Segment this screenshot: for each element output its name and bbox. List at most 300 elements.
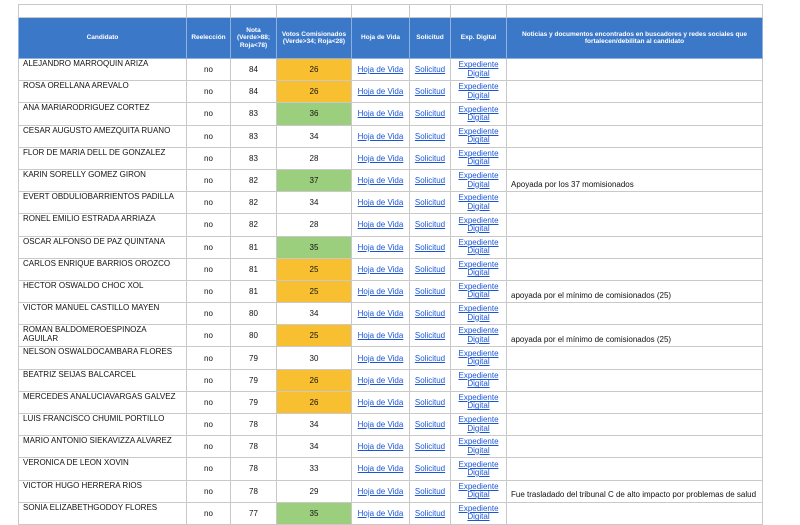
nota-cell: 78 [231,480,277,502]
table-row [19,414,763,436]
solicitud-cell [410,369,451,391]
expediente-line2: Digital [467,423,490,433]
expediente-line2: Digital [467,290,490,300]
noticias-cell [507,125,763,147]
expediente-digital-link[interactable] [458,239,498,256]
hoja-de-vida-link[interactable]: Hoja de Vida [357,331,404,341]
expediente-digital-link[interactable] [458,194,498,211]
solicitud-cell [410,280,451,302]
table-row [19,81,763,103]
table-row [19,325,763,347]
solicitud-cell [410,414,451,436]
exp-digital-cell [451,214,507,236]
noticias-cell [507,502,763,524]
nota-cell: 78 [231,436,277,458]
hoja-de-vida-cell [352,347,410,369]
solicitud-link[interactable]: Solicitud [414,508,446,518]
hoja-de-vida-cell [352,480,410,502]
nota-cell: 83 [231,103,277,125]
nota-cell: 84 [231,59,277,81]
candidate-name: VERONICA DE LEON XOVIN [19,458,187,480]
hoja-de-vida-link[interactable]: Hoja de Vida [357,109,404,119]
solicitud-cell [410,103,451,125]
noticias-cell: Apoyada por los 37 momisionados [507,169,763,191]
noticias-cell [507,214,763,236]
header-votos: Votos Comisionados (Verde>34; Roja<28) [277,18,352,59]
noticias-cell: Fue trasladado del tribunal C de alto impacto por problemas de salud [507,480,763,502]
expediente-line2: Digital [467,112,490,122]
expediente-digital-link[interactable] [458,283,498,300]
votos-cell: 34 [277,414,352,436]
exp-digital-cell [451,147,507,169]
solicitud-cell [410,81,451,103]
header-nota: Nota (Verde>88; Roja<78) [231,18,277,59]
candidate-name: HECTOR OSWALDO CHOC XOL [19,280,187,302]
noticias-cell [507,414,763,436]
reeleccion-cell: no [187,458,231,480]
hoja-de-vida-cell [352,325,410,347]
expediente-line2: Digital [467,357,490,367]
exp-digital-cell [451,103,507,125]
hoja-de-vida-link[interactable]: Hoja de Vida [357,131,404,141]
hoja-de-vida-link[interactable]: Hoja de Vida [357,442,404,452]
solicitud-cell [410,325,451,347]
table-row [19,391,763,413]
votos-cell: 25 [277,325,352,347]
exp-digital-cell [451,480,507,502]
solicitud-link[interactable]: Solicitud [414,109,446,119]
reeleccion-cell: no [187,502,231,524]
hoja-de-vida-link[interactable]: Hoja de Vida [357,176,404,186]
expediente-line2: Digital [467,135,490,145]
hoja-de-vida-cell [352,303,410,325]
table-row [19,125,763,147]
solicitud-link[interactable]: Solicitud [414,286,446,296]
expediente-line1: Expediente [458,259,499,269]
votos-cell: 34 [277,303,352,325]
votos-cell: 28 [277,214,352,236]
solicitud-cell [410,347,451,369]
exp-digital-cell [451,169,507,191]
reeleccion-cell: no [187,414,231,436]
candidate-name: VICTOR HUGO HERRERA RIOS [19,480,187,502]
table-row [19,280,763,302]
hoja-de-vida-cell [352,81,410,103]
noticias-cell [507,458,763,480]
hoja-de-vida-link[interactable]: Hoja de Vida [357,397,404,407]
expediente-line2: Digital [467,467,490,477]
noticias-cell [507,436,763,458]
noticias-cell [507,236,763,258]
noticias-cell [507,59,763,81]
hoja-de-vida-cell [352,103,410,125]
expediente-digital-link[interactable] [458,461,498,478]
hoja-de-vida-link[interactable]: Hoja de Vida [357,264,404,274]
table-row [19,502,763,524]
expediente-line1: Expediente [458,237,499,247]
table-row [19,369,763,391]
hoja-de-vida-cell [352,391,410,413]
hoja-de-vida-link[interactable]: Hoja de Vida [357,220,404,230]
table-row [19,147,763,169]
expediente-line1: Expediente [458,148,499,158]
table-row [19,258,763,280]
expediente-line2: Digital [467,334,490,344]
hoja-de-vida-link[interactable]: Hoja de Vida [357,87,404,97]
exp-digital-cell [451,369,507,391]
exp-digital-cell [451,258,507,280]
expediente-line1: Expediente [458,60,499,70]
noticias-cell: apoyada por el mínimo de comisionados (25) [507,325,763,347]
candidate-name: ROMAN BALDOMEROESPINOZA AGUILAR [19,325,187,347]
solicitud-cell [410,125,451,147]
exp-digital-cell [451,347,507,369]
exp-digital-cell [451,192,507,214]
expediente-line1: Expediente [458,481,499,491]
expediente-line1: Expediente [458,415,499,425]
solicitud-link[interactable]: Solicitud [414,309,446,319]
hoja-de-vida-link[interactable]: Hoja de Vida [357,65,404,75]
noticias-cell: apoyada por el mínimo de comisionados (25) [507,280,763,302]
hoja-de-vida-cell [352,214,410,236]
hoja-de-vida-cell [352,59,410,81]
solicitud-link[interactable]: Solicitud [414,375,446,385]
expediente-line2: Digital [467,223,490,233]
votos-cell: 34 [277,436,352,458]
solicitud-cell [410,169,451,191]
solicitud-link[interactable]: Solicitud [414,220,446,230]
table-row [19,436,763,458]
nota-cell: 79 [231,391,277,413]
solicitud-link[interactable]: Solicitud [414,331,446,341]
exp-digital-cell [451,280,507,302]
votos-cell: 35 [277,236,352,258]
solicitud-link[interactable]: Solicitud [414,486,446,496]
solicitud-cell [410,59,451,81]
table-row [19,458,763,480]
expediente-line2: Digital [467,246,490,256]
nota-cell: 78 [231,414,277,436]
reeleccion-cell: no [187,147,231,169]
hoja-de-vida-cell [352,280,410,302]
header-hoja-de-vida: Hoja de Vida [352,18,410,59]
solicitud-cell [410,391,451,413]
table-body [19,5,763,525]
hoja-de-vida-link[interactable]: Hoja de Vida [357,353,404,363]
nota-cell: 81 [231,258,277,280]
votos-cell: 26 [277,81,352,103]
header-candidato: Candidato [19,18,187,59]
hoja-de-vida-cell [352,169,410,191]
solicitud-link[interactable]: Solicitud [414,353,446,363]
exp-digital-cell [451,325,507,347]
votos-cell: 36 [277,103,352,125]
hoja-de-vida-cell [352,147,410,169]
expediente-line2: Digital [467,512,490,522]
expediente-line1: Expediente [458,437,499,447]
table-row [19,347,763,369]
expediente-digital-link[interactable] [458,172,498,189]
candidate-name: LUIS FRANCISCO CHUMIL PORTILLO [19,414,187,436]
nota-cell: 80 [231,325,277,347]
table-row [19,192,763,214]
hoja-de-vida-cell [352,236,410,258]
noticias-cell [507,347,763,369]
noticias-cell [507,192,763,214]
expediente-line2: Digital [467,157,490,167]
expediente-line1: Expediente [458,459,499,469]
candidate-name: MERCEDES ANALUCIAVARGAS GALVEZ [19,391,187,413]
exp-digital-cell [451,81,507,103]
hoja-de-vida-link[interactable]: Hoja de Vida [357,309,404,319]
candidate-name: ROSA ORELLANA AREVALO [19,81,187,103]
candidate-name: ALEJANDRO MARROQUIN ARIZA [19,59,187,81]
candidate-name: EVERT OBDULIOBARRIENTOS PADILLA [19,192,187,214]
exp-digital-cell [451,391,507,413]
nota-cell: 77 [231,502,277,524]
expediente-line2: Digital [467,312,490,322]
expediente-line1: Expediente [458,503,499,513]
solicitud-cell [410,147,451,169]
header-solicitud: Solicitud [410,18,451,59]
table-row [19,103,763,125]
expediente-line1: Expediente [458,370,499,380]
expediente-line1: Expediente [458,348,499,358]
expediente-line2: Digital [467,445,490,455]
expediente-digital-link[interactable] [458,372,498,389]
reeleccion-cell: no [187,214,231,236]
votos-cell: 30 [277,347,352,369]
expediente-line1: Expediente [458,282,499,292]
reeleccion-cell: no [187,125,231,147]
hoja-de-vida-link[interactable]: Hoja de Vida [357,375,404,385]
exp-digital-cell [451,458,507,480]
reeleccion-cell: no [187,369,231,391]
expediente-line1: Expediente [458,126,499,136]
noticias-cell [507,103,763,125]
header-reeleccion: Reelección [187,18,231,59]
expediente-line1: Expediente [458,82,499,92]
expediente-line1: Expediente [458,193,499,203]
hoja-de-vida-cell [352,369,410,391]
expediente-digital-link[interactable] [458,128,498,145]
expediente-line2: Digital [467,201,490,211]
candidates-table [18,4,763,525]
expediente-digital-link[interactable] [458,350,498,367]
solicitud-link[interactable]: Solicitud [414,264,446,274]
solicitud-cell [410,236,451,258]
reeleccion-cell: no [187,480,231,502]
solicitud-cell [410,192,451,214]
exp-digital-cell [451,125,507,147]
reeleccion-cell: no [187,436,231,458]
expediente-line1: Expediente [458,104,499,114]
candidate-name: BEATRIZ SEIJAS BALCARCEL [19,369,187,391]
solicitud-link[interactable]: Solicitud [414,153,446,163]
expediente-digital-link[interactable] [458,83,498,100]
exp-digital-cell [451,59,507,81]
reeleccion-cell: no [187,391,231,413]
expediente-digital-link[interactable] [458,305,498,322]
expediente-line1: Expediente [458,215,499,225]
candidate-name: CARLOS ENRIQUE BARRIOS OROZCO [19,258,187,280]
table-row [19,214,763,236]
header-exp-digital: Exp. Digital [451,18,507,59]
hoja-de-vida-cell [352,458,410,480]
solicitud-link[interactable]: Solicitud [414,131,446,141]
hoja-de-vida-link[interactable]: Hoja de Vida [357,242,404,252]
reeleccion-cell: no [187,347,231,369]
noticias-cell [507,303,763,325]
reeleccion-cell: no [187,81,231,103]
votos-cell: 37 [277,169,352,191]
exp-digital-cell [451,236,507,258]
table-row [19,169,763,191]
solicitud-link[interactable]: Solicitud [414,397,446,407]
candidate-name: SONIA ELIZABETHGODOY FLORES [19,502,187,524]
hoja-de-vida-cell [352,414,410,436]
exp-digital-cell [451,414,507,436]
solicitud-link[interactable]: Solicitud [414,464,446,474]
reeleccion-cell: no [187,236,231,258]
expediente-digital-link[interactable] [458,416,498,433]
expediente-line2: Digital [467,179,490,189]
nota-cell: 81 [231,236,277,258]
candidate-name: FLOR DE MARIA DELL DE GONZALEZ [19,147,187,169]
noticias-cell [507,391,763,413]
nota-cell: 78 [231,458,277,480]
nota-cell: 83 [231,125,277,147]
solicitud-cell [410,502,451,524]
expediente-digital-link[interactable] [458,483,498,500]
candidate-name: RONEL EMILIO ESTRADA ARRIAZA [19,214,187,236]
votos-cell: 35 [277,502,352,524]
solicitud-link[interactable]: Solicitud [414,87,446,97]
hoja-de-vida-link[interactable]: Hoja de Vida [357,486,404,496]
hoja-de-vida-cell [352,258,410,280]
nota-cell: 84 [231,81,277,103]
solicitud-link[interactable]: Solicitud [414,65,446,75]
solicitud-cell [410,480,451,502]
hoja-de-vida-link[interactable]: Hoja de Vida [357,286,404,296]
expediente-line2: Digital [467,379,490,389]
reeleccion-cell: no [187,192,231,214]
votos-cell: 34 [277,125,352,147]
expediente-line1: Expediente [458,171,499,181]
nota-cell: 79 [231,347,277,369]
expediente-line2: Digital [467,268,490,278]
reeleccion-cell: no [187,280,231,302]
expediente-digital-link[interactable] [458,438,498,455]
votos-cell: 29 [277,480,352,502]
table-row [19,480,763,502]
candidate-name: MARIO ANTONIO SIEKAVIZZA ALVAREZ [19,436,187,458]
nota-cell: 80 [231,303,277,325]
hoja-de-vida-cell [352,192,410,214]
votos-cell: 34 [277,192,352,214]
hoja-de-vida-cell [352,125,410,147]
solicitud-link[interactable]: Solicitud [414,420,446,430]
votos-cell: 28 [277,147,352,169]
votos-cell: 26 [277,59,352,81]
solicitud-cell [410,436,451,458]
header-noticias: Noticias y documentos encontrados en buscadores y redes sociales que fortalecen/debilitan al candidato [507,18,763,59]
solicitud-cell [410,458,451,480]
reeleccion-cell: no [187,258,231,280]
votos-cell: 26 [277,369,352,391]
nota-cell: 82 [231,214,277,236]
expediente-line1: Expediente [458,393,499,403]
hoja-de-vida-link[interactable]: Hoja de Vida [357,198,404,208]
spreadsheet [18,4,763,525]
votos-cell: 25 [277,258,352,280]
exp-digital-cell [451,303,507,325]
solicitud-cell [410,258,451,280]
expediente-digital-link[interactable] [458,106,498,123]
candidate-name: ANA MARIARODRIGUEZ CORTEZ [19,103,187,125]
solicitud-link[interactable]: Solicitud [414,176,446,186]
hoja-de-vida-cell [352,436,410,458]
expediente-digital-link[interactable] [458,61,498,78]
reeleccion-cell: no [187,325,231,347]
table-row [19,303,763,325]
solicitud-cell [410,214,451,236]
solicitud-link[interactable]: Solicitud [414,442,446,452]
hoja-de-vida-link[interactable]: Hoja de Vida [357,464,404,474]
nota-cell: 79 [231,369,277,391]
noticias-cell [507,81,763,103]
hoja-de-vida-link[interactable]: Hoja de Vida [357,153,404,163]
expediente-digital-link[interactable] [458,394,498,411]
reeleccion-cell: no [187,169,231,191]
noticias-cell [507,369,763,391]
exp-digital-cell [451,436,507,458]
candidate-name: NELSON OSWALDOCAMBARA FLORES [19,347,187,369]
blank-row [19,5,763,18]
candidate-name: VICTOR MANUEL CASTILLO MAYEN [19,303,187,325]
votos-cell: 26 [277,391,352,413]
reeleccion-cell: no [187,103,231,125]
expediente-line2: Digital [467,68,490,78]
solicitud-link[interactable]: Solicitud [414,242,446,252]
expediente-line1: Expediente [458,326,499,336]
header-row [19,18,763,59]
expediente-line1: Expediente [458,304,499,314]
expediente-digital-link[interactable] [458,217,498,234]
expediente-digital-link[interactable] [458,150,498,167]
expediente-line2: Digital [467,90,490,100]
nota-cell: 81 [231,280,277,302]
reeleccion-cell: no [187,303,231,325]
hoja-de-vida-link[interactable]: Hoja de Vida [357,420,404,430]
candidate-name: CESAR AUGUSTO AMEZQUITA RUANO [19,125,187,147]
expediente-digital-link[interactable] [458,327,498,344]
expediente-line2: Digital [467,401,490,411]
expediente-digital-link[interactable] [458,505,498,522]
solicitud-cell [410,303,451,325]
table-row [19,59,763,81]
exp-digital-cell [451,502,507,524]
votos-cell: 33 [277,458,352,480]
nota-cell: 82 [231,192,277,214]
candidate-name: KARIN SORELLY GOMEZ GIRON [19,169,187,191]
nota-cell: 82 [231,169,277,191]
votos-cell: 25 [277,280,352,302]
hoja-de-vida-cell [352,502,410,524]
expediente-digital-link[interactable] [458,261,498,278]
solicitud-link[interactable]: Solicitud [414,198,446,208]
hoja-de-vida-link[interactable]: Hoja de Vida [357,508,404,518]
